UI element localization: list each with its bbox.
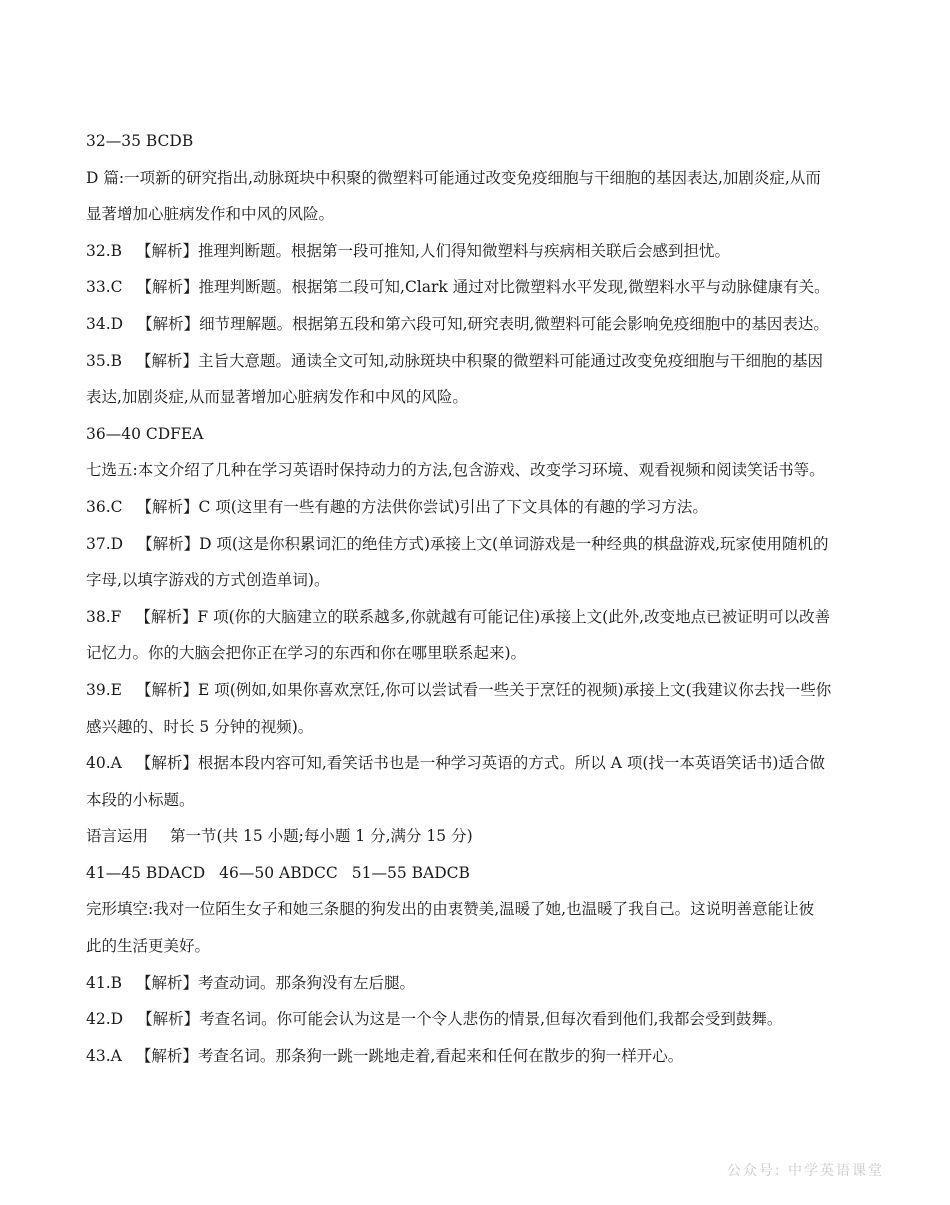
section-subtitle: 第一节(共 15 小题;每小题 1 分,满分 15 分) <box>170 827 473 846</box>
answer-range-46-50: 46—50 ABDCC <box>219 863 338 882</box>
watermark: 公众号: 中学英语课堂 <box>726 1163 884 1179</box>
answer-range-36-40: 36—40 CDFEA <box>86 424 204 443</box>
answer-explanation: 【解析】推理判断题。根据第一段可推知,人们得知微塑料与疾病相关联后会感到担忧。 <box>136 241 730 260</box>
passage-d-summary-line2: 显著增加心脏病发作和中风的风险。 <box>86 205 335 224</box>
answer-explanation: 【解析】考查名词。你可能会认为这是一个令人悲伤的情景,但每次看到他们,我都会受到鼓舞。 <box>137 1010 783 1029</box>
answer-number: 41.B <box>86 973 123 992</box>
answer-number: 42.D <box>86 1010 124 1029</box>
answer-42 <box>86 1001 866 1038</box>
answer-32 <box>86 233 866 270</box>
answer-38 <box>86 599 866 636</box>
answer-number: 40.A <box>86 754 122 773</box>
answer-40-continued: 本段的小标题。 <box>86 790 195 809</box>
answer-explanation: 【解析】F 项(你的大脑建立的联系越多,你就越有可能记住)承接上文(此外,改变地点已被证明可以改善 <box>135 607 831 626</box>
answer-35-continued: 表达,加剧炎症,从而显著增加心脏病发作和中风的风险。 <box>86 388 468 407</box>
answer-number: 37.D <box>86 534 124 553</box>
answer-number: 39.E <box>86 680 122 699</box>
answer-ranges-41-55 <box>86 855 866 892</box>
answer-35 <box>86 343 866 380</box>
answer-range-32-35: 32—35 BCDB <box>86 132 194 150</box>
answer-explanation: 【解析】考查名词。那条狗一跳一跳地走着,看起来和任何在散步的狗一样开心。 <box>135 1046 684 1065</box>
cloze-summary-line2: 此的生活更美好。 <box>86 937 211 956</box>
answer-34 <box>86 306 866 343</box>
section-title: 语言运用 <box>86 827 149 846</box>
passage-d-summary-line1: D 篇:一项新的研究指出,动脉斑块中积聚的微塑料可能通过改变免疫细胞与干细胞的基因表达,加剧炎症,从而 <box>86 168 821 187</box>
answer-number: 43.A <box>86 1046 122 1065</box>
answer-range-51-55: 51—55 BADCB <box>351 863 470 882</box>
answer-39 <box>86 672 866 709</box>
answer-key-page <box>86 123 866 1074</box>
answer-number: 38.F <box>86 607 122 626</box>
answer-range-41-45: 41—45 BDACD <box>86 863 206 882</box>
cloze-summary-line1: 完形填空:我对一位陌生女子和她三条腿的狗发出的由衷赞美,温暖了她,也温暖了我自己。这说明善意能让彼 <box>86 900 815 919</box>
answer-number: 32.B <box>86 241 123 260</box>
answer-explanation: 【解析】E 项(例如,如果你喜欢烹饪,你可以尝试看一些关于烹饪的视频)承接上文(我建议你去找一些你 <box>135 680 832 699</box>
answer-37-continued: 字母,以填字游戏的方式创造单词)。 <box>86 571 330 590</box>
answer-explanation: 【解析】考查动词。那条狗没有左后腿。 <box>136 973 416 992</box>
answer-explanation: 【解析】根据本段内容可知,看笑话书也是一种学习英语的方式。所以 A 项(找一本英语笑话书)适合做 <box>135 754 825 773</box>
seven-choose-five-summary: 七选五:本文介绍了几种在学习英语时保持动力的方法,包含游戏、改变学习环境、观看视频和阅读笑话书等。 <box>86 461 825 480</box>
answer-33 <box>86 269 866 306</box>
answer-explanation: 【解析】D 项(这是你积累词汇的绝佳方式)承接上文(单词游戏是一种经典的棋盘游戏,玩家使用随机的 <box>137 534 829 553</box>
answer-39-continued: 感兴趣的、时长 5 分钟的视频)。 <box>86 717 314 736</box>
answer-number: 34.D <box>86 314 124 333</box>
answer-40 <box>86 745 866 782</box>
answer-number: 35.B <box>86 351 123 370</box>
answer-41 <box>86 965 866 1002</box>
answer-explanation: 【解析】细节理解题。根据第五段和第六段可知,研究表明,微塑料可能会影响免疫细胞中的基因表达。 <box>137 314 829 333</box>
answer-number: 33.C <box>86 278 123 297</box>
answer-43 <box>86 1038 866 1075</box>
section-heading-language-use <box>86 818 866 855</box>
answer-explanation: 【解析】C 项(这里有一些有趣的方法供你尝试)引出了下文具体的有趣的学习方法。 <box>136 497 708 516</box>
answer-37 <box>86 526 866 563</box>
answer-explanation: 【解析】主旨大意题。通读全文可知,动脉斑块中积聚的微塑料可能通过改变免疫细胞与干细胞的基因 <box>136 351 823 370</box>
answer-number: 36.C <box>86 497 123 516</box>
answer-36 <box>86 489 866 526</box>
answer-explanation: 【解析】推理判断题。根据第二段可知,Clark 通过对比微塑料水平发现,微塑料水平与动脉健康有关。 <box>136 278 830 297</box>
answer-38-continued: 记忆力。你的大脑会把你正在学习的东西和你在哪里联系起来)。 <box>86 644 527 663</box>
